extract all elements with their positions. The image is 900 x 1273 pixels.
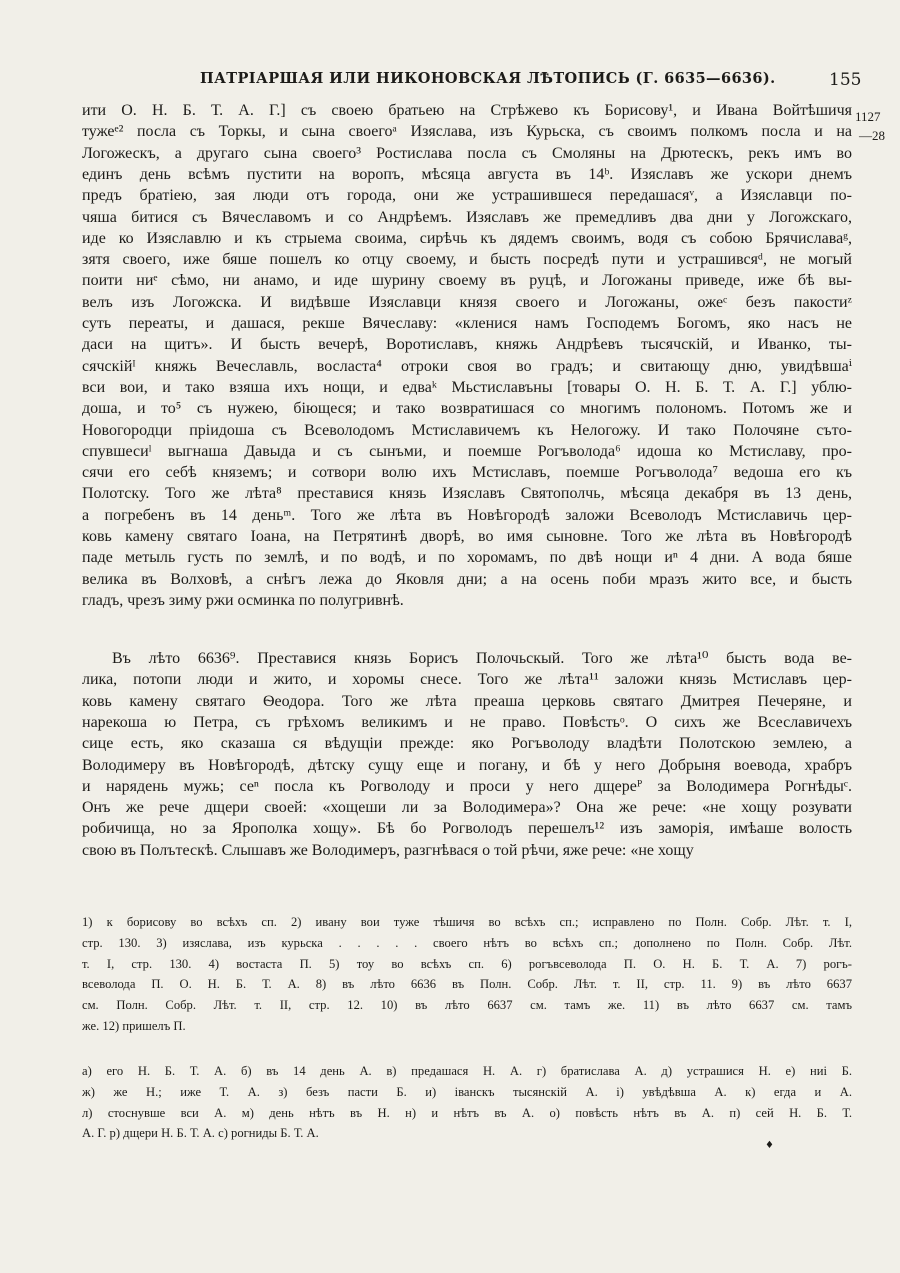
margin-year-top: 1127 bbox=[855, 109, 881, 124]
text-line: ити О. Н. Б. Т. А. Г.] съ своею братьею на Стрѣжево къ Борисову¹, и Ивана Войтѣшичя bbox=[82, 102, 852, 119]
text-line: даси на щитъ». И бысть вечерѣ, Воротиславъ, княжь Андрѣевъ тысячскій, и Иванко, ты- bbox=[82, 336, 852, 354]
text-line: ковь камену святаго Ѳеодора. Того же лѣта преаша церковь святаго Дмитрея Печеряне, и bbox=[82, 692, 852, 710]
text-line: лика, потопи люди и жито, и хоромы снесе. Того же лѣта¹¹ заложи князь Мстиславъ цер- bbox=[82, 671, 852, 689]
footnote-line: см. Полн. Собр. Лѣт. т. II, стр. 12. 10) въ лѣто 6637 см. тамъ же. 11) въ лѣто 6637 см. тамъ bbox=[82, 998, 852, 1013]
text-line: Въ лѣто 6636⁹. Преставися князь Борисъ Полочьскый. Того же лѣта¹⁰ бысть вода ве- bbox=[112, 650, 852, 667]
text-line: паде метыль густь по землѣ, и по водѣ, и по хоромамъ, по двѣ нощи иⁿ 4 дни. А вода бяше bbox=[82, 549, 852, 567]
text-line: а погребенъ въ 14 деньᵐ. Того же лѣта въ Новѣгородѣ заложи Всеволодъ Мстиславичь цер- bbox=[82, 506, 852, 524]
text-line: суть переаты, и дашася, рекше Вячеславу: «кленися намъ Господемъ Богомъ, яко насъ не bbox=[82, 315, 852, 332]
margin-year-bottom: —28 bbox=[859, 128, 885, 143]
footnote-line: же. 12) пришелъ П. bbox=[82, 1019, 186, 1033]
text-line: Полотску. Того же лѣта⁸ преставися князь Изяславъ Святополчь, мѣсяца декабря въ 13 день, bbox=[82, 485, 852, 503]
text-line: тужеᵉ² посла съ Торкы, и сына своегоᵃ Изяслава, изъ Курьска, съ своимъ полкомъ посла и на bbox=[82, 123, 852, 141]
text-line: нарекоша ю Петра, съ грѣхомъ великимъ и не право. Повѣстьᵒ. О сихъ же Всеславичехъ bbox=[82, 713, 852, 731]
text-line: свою въ Полътескѣ. Слышавъ же Володимеръ, разгнѣвася о той рѣчи, яже рече: «не хощу bbox=[82, 841, 694, 859]
footnote-line: л) стоснувше вси А. м) день нѣтъ въ Н. н) и нѣтъ въ А. о) повѣсть нѣтъ въ А. п) сей Н. Б. Т. bbox=[82, 1105, 852, 1120]
footnote-line: А. Г. р) дщери Н. Б. Т. А. с) рогниды Б. Т. А. bbox=[82, 1126, 319, 1141]
footnote-line: всеволода П. О. Н. Б. Т. А. 8) въ лѣто 6636 въ Полн. Собр. Лѣт. т. II, стр. 11. 9) въ лѣто 6637 bbox=[82, 977, 852, 992]
ornament-mark: ♦ bbox=[765, 1140, 774, 1151]
running-header: ПАТРІАРШАЯ ИЛИ НИКОНОВСКАЯ ЛѢТОПИСЬ (Г. 6635—6636). bbox=[200, 70, 776, 87]
text-line: Новогородци пріидоша съ Всеволодомъ Мстиславичемъ къ Нелогожу. И тако Полочяне сътo- bbox=[82, 421, 852, 439]
footnote-line: 1) к борисову во всѣхъ сп. 2) ивану вои туже тѣшичя во всѣхъ сп.; исправлено по Полн. Собр. Лѣт. т. I, bbox=[82, 915, 852, 929]
text-line: и нарядень мужь; сеⁿ посла къ Рогволоду и проси у него дщереᴾ за Володимера Рогнѣдыᶜ. bbox=[82, 777, 852, 795]
page-number: 155 bbox=[829, 70, 862, 90]
text-line: чяша битися съ Вячеславомъ и со Андрѣемъ. Изяславъ же премедливъ два дни у Логожскаго, bbox=[82, 208, 852, 226]
text-line: Володимеру въ Новѣгородѣ, дѣтску сущу еще и погану, и бѣ у него Добрыня воевода, храбръ bbox=[82, 756, 852, 774]
text-line: Логожескъ, а другаго сына своего³ Ростислава посла съ Смоляны на Дрютескъ, рекъ имъ во bbox=[82, 144, 852, 162]
text-line: предъ братіею, зая люди отъ города, они же устрашившеся передашасяᵛ, а Изяславци по- bbox=[82, 187, 852, 205]
text-line: зятя своего, иже бяше пошелъ ко отцу своему, и бысть посредѣ пути и устрашивсяᵈ, не могый bbox=[82, 251, 852, 269]
footnote-line: а) его Н. Б. Т. А. б) въ 14 день А. в) предашася Н. А. г) братислава А. д) устрашися Н. е) ниі Б. bbox=[82, 1064, 852, 1078]
footnote-line: стр. 130. 3) изяслава, изъ курьска . . . . . своего нѣтъ во всѣхъ сп.; дополнено по Полн. Собр. Лѣт. bbox=[82, 935, 852, 950]
text-line: сице есть, яко сказаша ся вѣдущіи прежде: яко Рогъволоду владѣти Полотскою землею, а bbox=[82, 735, 852, 753]
footnote-line: т. I, стр. 130. 4) востаста П. 5) тоу во всѣхъ сп. 6) рогъвсеволода П. О. Н. Б. Т. А. 7) рогъ- bbox=[82, 956, 852, 971]
text-line: поити ниᵉ сѣмо, ни анамо, и иде шурину своему въ руцѣ, и Логожаны приведе, иже бѣ вы- bbox=[82, 272, 852, 290]
text-line: доша, и то⁵ съ нужею, біющеся; и тако возвратишася со многимъ полономъ. Потомъ же и bbox=[82, 400, 852, 418]
text-line: ковь камену святаго Іоана, на Петрятинѣ дворѣ, во имя сыновне. Того же лѣта въ Новѣгородѣ bbox=[82, 528, 852, 545]
text-line: вси вои, и тако взяша ихъ нощи, и едваᵏ Мьстиславъны [товары О. Н. Б. Т. А. Г.] ублю- bbox=[82, 378, 852, 396]
text-line: велъ изъ Логожска. И видѣвше Изяславци князя своего и Логожаны, ожеᶜ безъ пакостиᶻ bbox=[82, 293, 852, 311]
text-line: Онъ же рече дщери своей: «хощеши ли за Володимера»? Она же рече: «не хощу розувати bbox=[82, 799, 852, 817]
footnote-line: ж) же Н.; иже Т. А. з) безъ пасти Б. и) іванскъ тысянскій А. і) увѣдѣвша А. к) егда и А. bbox=[82, 1084, 852, 1099]
text-line: иде ко Изяславлю и къ стрыема своима, сирѣчь къ дядемъ своимъ, водя съ собою Брячиславаᵍ, bbox=[82, 229, 852, 247]
text-line: гладъ, чрезъ зиму ржи осминка по полугривнѣ. bbox=[82, 591, 404, 609]
text-line: робичища, но за Ярополка хощу». Бѣ бо Рогволодъ перешелъ¹² изъ заморія, имѣаше волость bbox=[82, 820, 852, 838]
text-line: велика въ Волховѣ, а снѣгъ лежа до Яковля дни; а на осень поби мразъ жито все, и бысть bbox=[82, 570, 852, 588]
text-line: спувшесиˡ выгнаша Давыда и съ сынъми, и поемше Рогъволода⁶ идоша ко Мстиславу, про- bbox=[82, 442, 852, 460]
text-line: единъ день всѣмъ пустити на воропъ, мѣсяца августа въ 14ᵇ. Изяславъ же ускори днемъ bbox=[82, 165, 852, 183]
text-line: сячскійᴵ княжь Вечеславль, восласта⁴ отроки своя во градъ; и свитающу дню, увидѣвшаⁱ bbox=[82, 357, 852, 375]
text-line: сячи его себѣ княземъ; и сотвори волю ихъ Мстиславъ, поемше Рогъволода⁷ ведоша его къ bbox=[82, 464, 852, 482]
